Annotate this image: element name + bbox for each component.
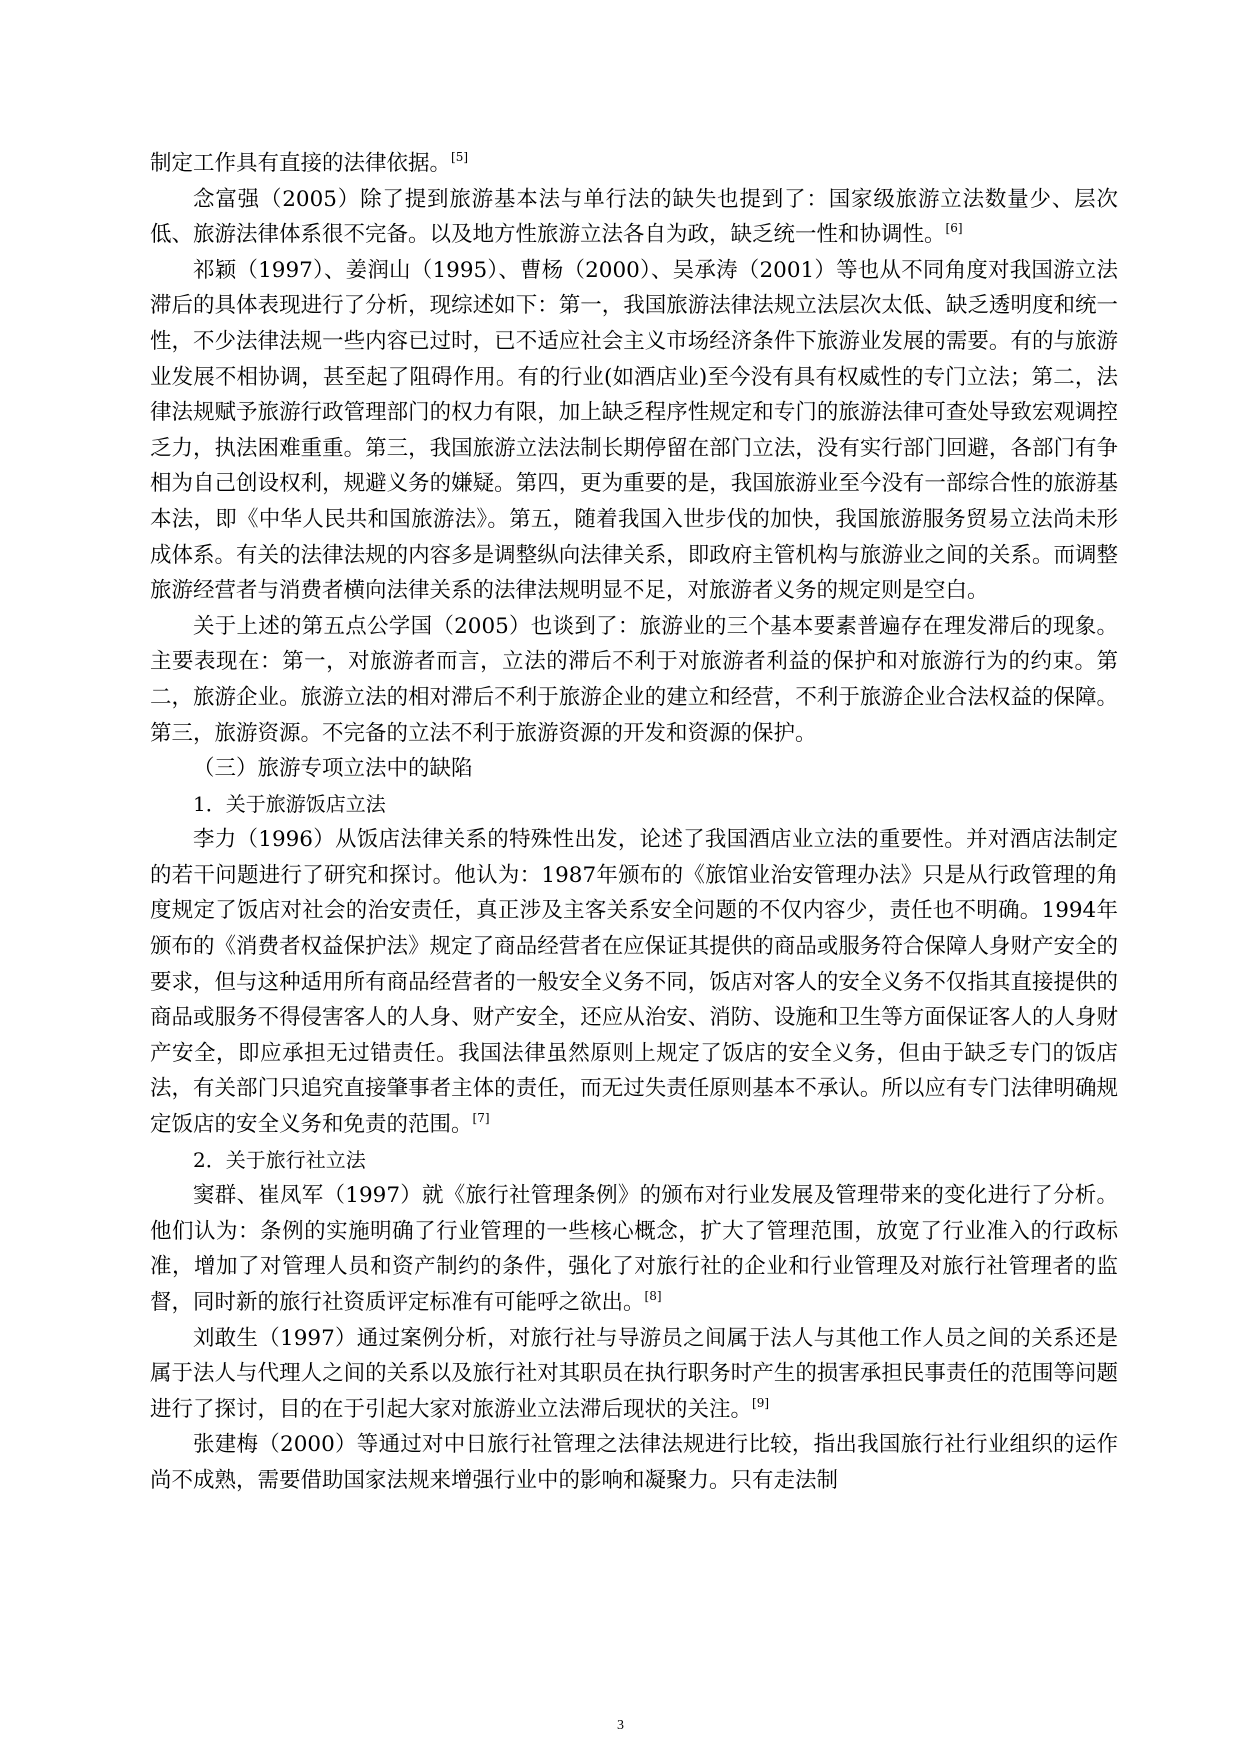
paragraph-hotel [150,822,1118,1142]
page-number: 3 [617,1718,624,1733]
subheading-hotel: 1．关于旅游饭店立法 [193,791,386,816]
paragraph-text: 祁颖（1997）、姜润山（1995）、曹杨（2000）、吴承涛（2001）等也从不同角度对我国游立法滞后的具体表现进行了分析，现综述如下：第一，我国旅游法律法规立法层次太低、缺乏透明度和统一性，不少法律法规一些内容已过时，已不适应社会主义市场经济条件下旅游业发展的需要。有的与旅游业发展不相协调，甚至起了阻碍作用。有的行业(如酒店业)至今没有具有权威性的专门立法；第二，法律法规赋予旅游行政管理部门的权力有限，加上缺乏程序性规定和专门的旅游法律可查处导致宏观调控乏力，执法困难重重。第三，我国旅游立法法制长期停留在部门立法，没有实行部门回避，各部门有争相为自己创设权利，规避义务的嫌疑。第四，更为重要的是，我国旅游业至今没有一部综合性的旅游基本法，即《中华人民共和国旅游法》。第五，随着我国入世步伐的加快，我国旅游服务贸易立法尚未形成体系。有关的法律法规的内容多是调整纵向法律关系，即政府主管机构与旅游业之间的关系。而调整旅游经营者与消费者横向法律关系的法律法规明显不足，对旅游者义务的规定则是空白。 [150,257,1118,604]
paragraph-3 [150,253,1118,609]
paragraph-text: 念富强（2005）除了提到旅游基本法与单行法的缺失也提到了：国家级旅游立法数量少、层次低、旅游法律体系很不完备。以及地方性旅游立法各自为政，缺乏统一性和协调性。 [150,186,1118,248]
citation-ref: [7] [472,1111,490,1126]
paragraph-text: 张建梅（2000）等通过对中日旅行社管理之法律法规进行比较，指出我国旅行社行业组织的运作尚不成熟，需要借助国家法规来增强行业中的影响和凝聚力。只有走法制 [150,1432,1118,1493]
paragraph-text: 李力（1996）从饭店法律关系的特殊性出发，论述了我国酒店业立法的重要性。并对酒店法制定的若干问题进行了研究和探讨。他认为：1987年颁布的《旅馆业治安管理办法》只是从行政管理的角度规定了饭店对社会的治安责任，真正涉及主客关系安全问题的不仅内容少，责任也不明确。1994年颁布的《消费者权益保护法》规定了商品经营者在应保证其提供的商品或服务符合保障人身财产安全的要求，但与这种适用所有商品经营者的一般安全义务不同，饭店对客人的安全义务不仅指其直接提供的商品或服务不得侵害客人的人身、财产安全，还应从治安、消防、设施和卫生等方面保证客人的人身财产安全，即应承担无过错责任。我国法律虽然原则上规定了饭店的安全义务，但由于缺乏专门的饭店法，有关部门只追究直接肇事者主体的责任，而无过失责任原则基本不承认。所以应有专门法律明确规定饭店的安全义务和免责的范围。 [150,827,1118,1138]
subheading-agency: 2．关于旅行社立法 [193,1147,366,1172]
document-body [150,146,1118,1499]
paragraph-text: 刘敢生（1997）通过案例分析，对旅行社与导游员之间属于法人与其他工作人员之间的关系还是属于法人与代理人之间的关系以及旅行社对其职员在执行职务时产生的损害承担民事责任的范围等问题进行了探讨，目的在于引起大家对旅游业立法滞后现状的关注。 [150,1325,1118,1422]
paragraph-text: 制定工作具有直接的法律依据。 [150,151,452,176]
paragraph-text: 关于上述的第五点公学国（2005）也谈到了：旅游业的三个基本要素普遍存在理发滞后的现象。主要表现在：第一，对旅游者而言，立法的滞后不利于对旅游者利益的保护和对旅游行为的约束。第二，旅游企业。旅游立法的相对滞后不利于旅游企业的建立和经营，不利于旅游企业合法权益的保障。第三，旅游资源。不完备的立法不利于旅游资源的开发和资源的保护。 [150,613,1118,746]
paragraph-2 [150,182,1118,253]
citation-ref: [6] [945,221,963,236]
paragraph-4 [150,609,1118,751]
citation-ref: [8] [644,1289,662,1303]
section-heading: （三）旅游专项立法中的缺陷 [193,756,473,782]
paragraph-agency-2 [150,1321,1118,1428]
citation-ref: [9] [752,1395,770,1410]
citation-ref: [5] [451,150,469,164]
paragraph-agency-3 [150,1427,1118,1498]
paragraph-text: 窦群、崔凤军（1997）就《旅行社管理条例》的颁布对行业发展及管理带来的变化进行了分析。他们认为：条例的实施明确了行业管理的一些核心概念，扩大了管理范围，放宽了行业准入的行政标准，增加了对管理人员和资产制约的条件，强化了对旅行社的企业和行业管理及对旅行社管理者的监督，同时新的旅行社资质评定标准有可能呼之欲出。 [150,1183,1118,1315]
paragraph-agency-1 [150,1178,1118,1320]
paragraph-1 [150,146,1118,182]
